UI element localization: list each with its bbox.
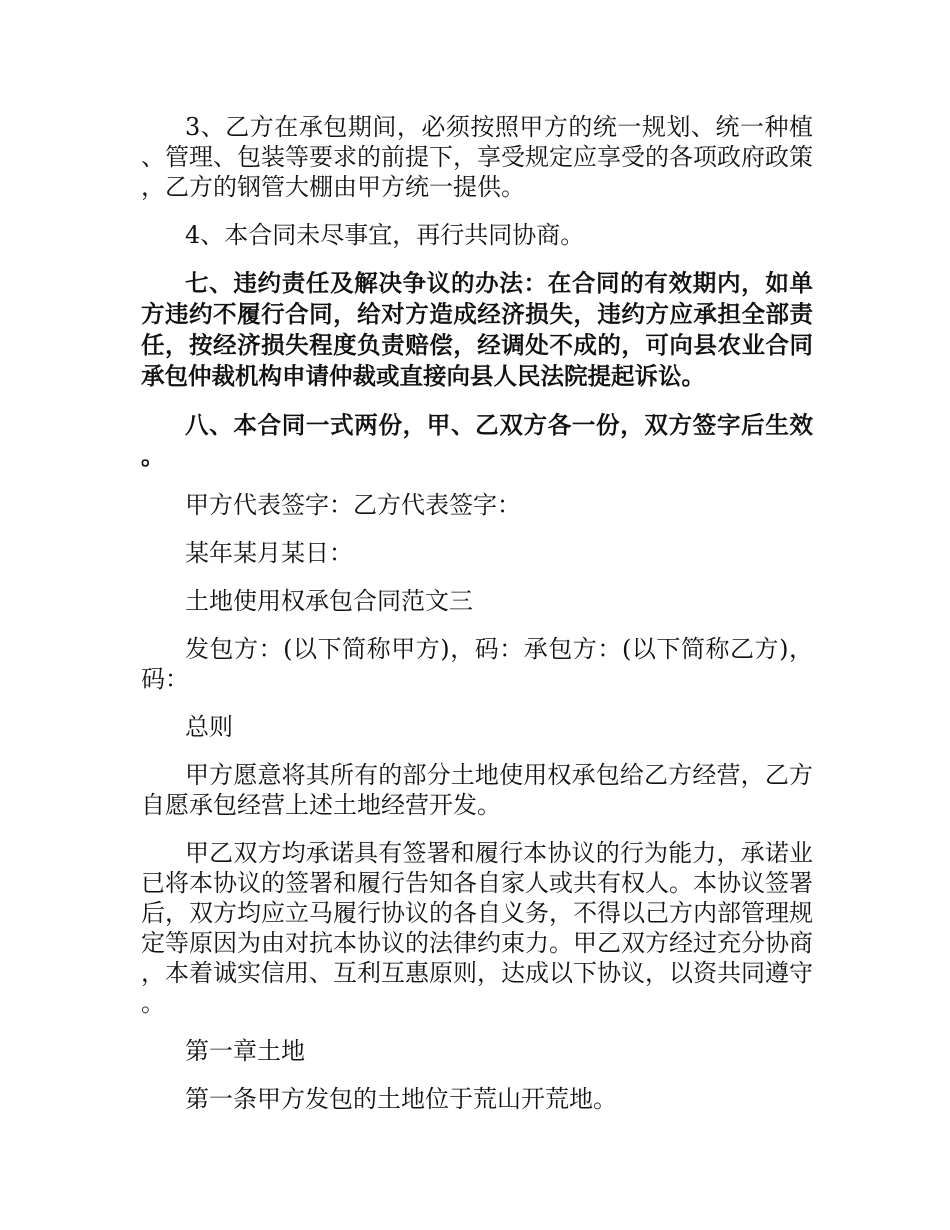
document-body xyxy=(141,112,813,1132)
paragraph-commitment: 甲乙双方均承诺具有签署和履行本协议的行为能力，承诺业已将本协议的签署和履行告知各自家人或共有权人。本协议签署后，双方均应立马履行协议的各自义务，不得以己方内部管理规定等原因为由对抗本协议的法律约束力。甲乙双方经过充分协商，本着诚实信用、互利互惠原则，达成以下协议，以资共同遵守。 xyxy=(141,839,813,1017)
article-1: 第一条甲方发包的土地位于荒山开荒地。 xyxy=(185,1085,617,1113)
general-provisions-heading: 总则 xyxy=(185,713,233,741)
paragraph-breach-liability: 七、违约责任及解决争议的办法：在合同的有效期内，如单方违约不履行合同，给对方造成经济损失，违约方应承担全部责任，按经济损失程度负责赔偿，经调处不成的，可向县农业合同承包仲裁机构申请仲裁或直接向县人民法院提起诉讼。 xyxy=(141,269,813,390)
date-line: 某年某月某日： xyxy=(185,539,353,567)
paragraph-intent: 甲方愿意将其所有的部分土地使用权承包给乙方经营，乙方自愿承包经营上述土地经营开发。 xyxy=(141,761,813,819)
paragraph-clause-4: 4、本合同未尽事宜，再行共同协商。 xyxy=(185,221,585,249)
chapter-heading: 第一章土地 xyxy=(185,1037,305,1065)
paragraph-copies: 八、本合同一式两份，甲、乙双方各一份，双方签字后生效。 xyxy=(141,411,813,470)
paragraph-clause-3: 3、乙方在承包期间，必须按照甲方的统一规划、统一种植、管理、包装等要求的前提下，享受规定应享受的各项政府政策，乙方的钢管大棚由甲方统一提供。 xyxy=(141,113,813,201)
section-title: 土地使用权承包合同范文三 xyxy=(185,587,473,615)
signature-line: 甲方代表签字：乙方代表签字： xyxy=(185,491,521,519)
parties-line: 发包方：(以下简称甲方)，码：承包方：(以下简称乙方)，码： xyxy=(141,635,813,693)
